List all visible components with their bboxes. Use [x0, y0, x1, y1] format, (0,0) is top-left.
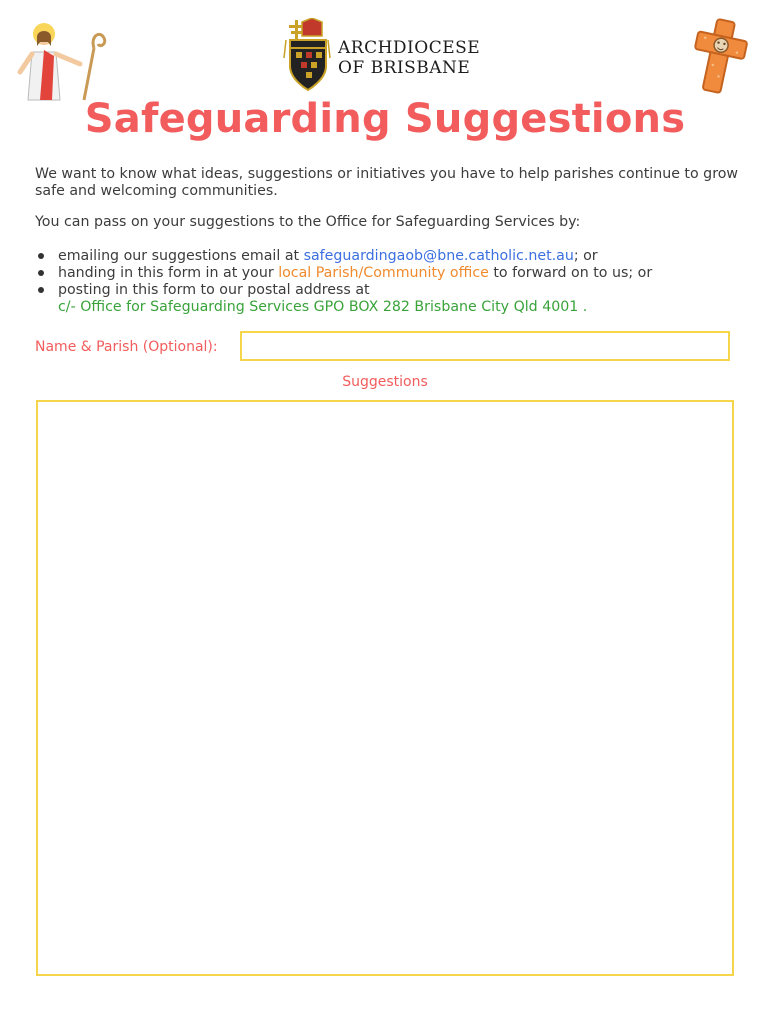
submission-methods-list	[35, 248, 740, 316]
suggestions-label: Suggestions	[342, 374, 428, 390]
name-parish-input[interactable]	[240, 331, 730, 361]
wooden-cross-icon	[688, 16, 750, 94]
list-item-handin: handing in this form in at your local Parish/Community office to forward on to us; or	[35, 265, 740, 282]
jesus-illustration-icon	[14, 20, 110, 102]
bullet-icon	[38, 253, 44, 259]
org-name-line2: OF BRISBANE	[338, 58, 471, 78]
organisation-name	[338, 38, 498, 78]
list-item-post: posting in this form to our postal address at c/- Office for Safeguarding Services GPO BOX 282 Brisbane City Qld 4001 .	[35, 282, 740, 316]
name-parish-label: Name & Parish (Optional):	[35, 339, 218, 355]
email-link[interactable]: safeguardingaob@bne.catholic.net.au	[303, 248, 574, 264]
suggestions-textarea[interactable]	[36, 400, 734, 976]
page-title: Safeguarding Suggestions	[84, 96, 686, 142]
intro-text: We want to know what ideas, suggestions or initiatives you have to help parishes continue to grow safe and welcoming communities.	[35, 166, 738, 199]
org-name-line1: ARCHDIOCESE	[338, 38, 481, 58]
local-office-link[interactable]: local Parish/Community office	[278, 265, 489, 281]
bullet-icon	[38, 287, 44, 293]
archdiocese-crest-icon	[282, 18, 332, 92]
list-item-email: emailing our suggestions email at safeguardingaob@bne.catholic.net.au; or	[35, 248, 740, 265]
pass-on-text: You can pass on your suggestions to the Office for Safeguarding Services by:	[35, 214, 581, 230]
bullet-icon	[38, 270, 44, 276]
postal-address: c/- Office for Safeguarding Services GPO BOX 282 Brisbane City Qld 4001 .	[58, 299, 588, 315]
